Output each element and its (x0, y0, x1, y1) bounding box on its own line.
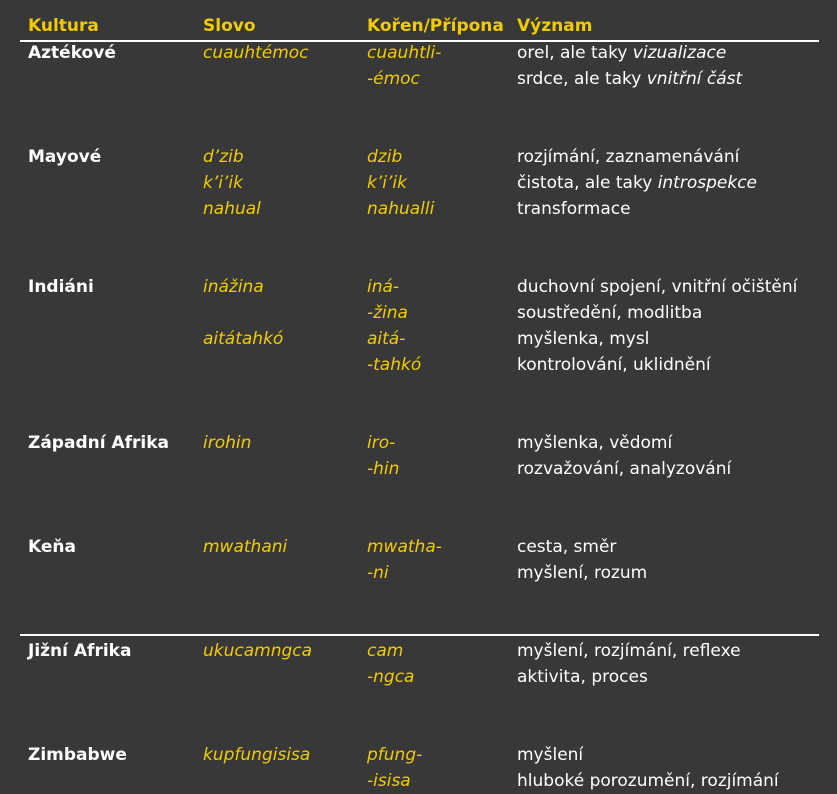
culture-name: Západní Afrika (28, 433, 169, 453)
meaning-cell (517, 144, 739, 170)
word-cell: inážina (203, 277, 264, 297)
table-row (20, 352, 819, 378)
table-row (20, 560, 819, 586)
culture-name: Zimbabwe (28, 745, 127, 765)
root-cell: -žina (367, 303, 408, 323)
culture-group (20, 430, 819, 482)
meaning-emphasis: vnitřní část (646, 69, 743, 89)
root-cell: iná- (367, 277, 400, 297)
culture-name: Aztékové (28, 43, 116, 63)
word-cell: ukucamngca (203, 641, 313, 661)
culture-name: Keňa (28, 537, 76, 557)
table-row (20, 170, 819, 196)
meaning-text: transformace (517, 199, 631, 219)
meaning-cell (517, 40, 726, 66)
meaning-cell (517, 534, 616, 560)
word-cell: nahual (203, 199, 261, 219)
meaning-text: duchovní spojení, vnitřní očištění (517, 277, 798, 297)
header-meaning: Význam (517, 16, 593, 36)
meaning-emphasis: introspekce (657, 173, 757, 193)
meaning-cell (517, 196, 631, 222)
meaning-cell (517, 768, 779, 794)
meaning-text: rozjímání, zaznamenávání (517, 147, 740, 167)
meaning-cell (517, 742, 583, 768)
word-cell: mwathani (203, 537, 288, 557)
table-header (20, 14, 819, 42)
meaning-text: myšlení, rozum (517, 563, 648, 583)
table-row (20, 326, 819, 352)
header-culture: Kultura (28, 16, 99, 36)
word-cell: k’i’ik (203, 173, 243, 193)
meaning-cell (517, 456, 731, 482)
header-word: Slovo (203, 16, 256, 36)
root-cell: iro- (367, 433, 396, 453)
meaning-cell (517, 274, 797, 300)
word-cell: aitátahkó (203, 329, 284, 349)
culture-name: Jižní Afrika (28, 641, 132, 661)
table-row (20, 274, 819, 300)
root-cell: cam (367, 641, 404, 661)
culture-group (20, 274, 819, 378)
meaning-text: čistota, ale taky (517, 173, 658, 193)
root-cell: aitá- (367, 329, 406, 349)
meaning-cell (517, 66, 742, 92)
word-cell: d’zib (203, 147, 244, 167)
table-row (20, 196, 819, 222)
culture-group (20, 534, 819, 586)
meaning-cell (517, 638, 741, 664)
meaning-text: myšlení (517, 745, 584, 765)
meaning-text: myšlení, rozjímání, reflexe (517, 641, 741, 661)
table-row (20, 534, 819, 560)
table-row (20, 144, 819, 170)
meaning-text: myšlenka, mysl (517, 329, 650, 349)
root-cell: -ngca (367, 667, 415, 687)
culture-group (20, 144, 819, 222)
table-row (20, 456, 819, 482)
meaning-text: soustředění, modlitba (517, 303, 703, 323)
table-row (20, 664, 819, 690)
meaning-cell (517, 560, 647, 586)
word-cell: kupfungisisa (203, 745, 311, 765)
root-cell: dzib (367, 147, 403, 167)
culture-name: Mayové (28, 147, 102, 167)
root-cell: -tahkó (367, 355, 422, 375)
table-row (20, 66, 819, 92)
table-row (20, 638, 819, 664)
culture-group (20, 742, 819, 794)
bottom-divider (20, 634, 819, 636)
root-cell: -hin (367, 459, 400, 479)
root-cell: pfung- (367, 745, 423, 765)
table-row (20, 300, 819, 326)
meaning-text: myšlenka, vědomí (517, 433, 673, 453)
table-row (20, 430, 819, 456)
root-cell: nahualli (367, 199, 435, 219)
meaning-text: hluboké porozumění, rozjímání (517, 771, 779, 791)
meaning-text: kontrolování, uklidnění (517, 355, 711, 375)
word-cell: irohin (203, 433, 252, 453)
meaning-cell (517, 326, 649, 352)
meaning-text: cesta, směr (517, 537, 617, 557)
root-cell: mwatha- (367, 537, 442, 557)
culture-group (20, 40, 819, 92)
table-row (20, 768, 819, 794)
meaning-text: aktivita, proces (517, 667, 648, 687)
table-row (20, 742, 819, 768)
table-body (20, 40, 819, 794)
meaning-cell (517, 352, 711, 378)
root-cell: -isisa (367, 771, 411, 791)
meaning-cell (517, 170, 757, 196)
meaning-emphasis: vizualizace (632, 43, 727, 63)
root-cell: cuauhtli- (367, 43, 442, 63)
root-cell: -ni (367, 563, 389, 583)
meaning-text: rozvažování, analyzování (517, 459, 732, 479)
culture-group (20, 638, 819, 690)
root-cell: k’i’ik (367, 173, 407, 193)
meaning-cell (517, 300, 702, 326)
header-root: Kořen/Přípona (367, 16, 504, 36)
table-row (20, 40, 819, 66)
culture-name: Indiáni (28, 277, 94, 297)
meaning-text: srdce, ale taky (517, 69, 647, 89)
meaning-cell (517, 430, 672, 456)
meaning-cell (517, 664, 648, 690)
root-cell: -émoc (367, 69, 420, 89)
word-cell: cuauhtémoc (203, 43, 309, 63)
meaning-text: orel, ale taky (517, 43, 633, 63)
